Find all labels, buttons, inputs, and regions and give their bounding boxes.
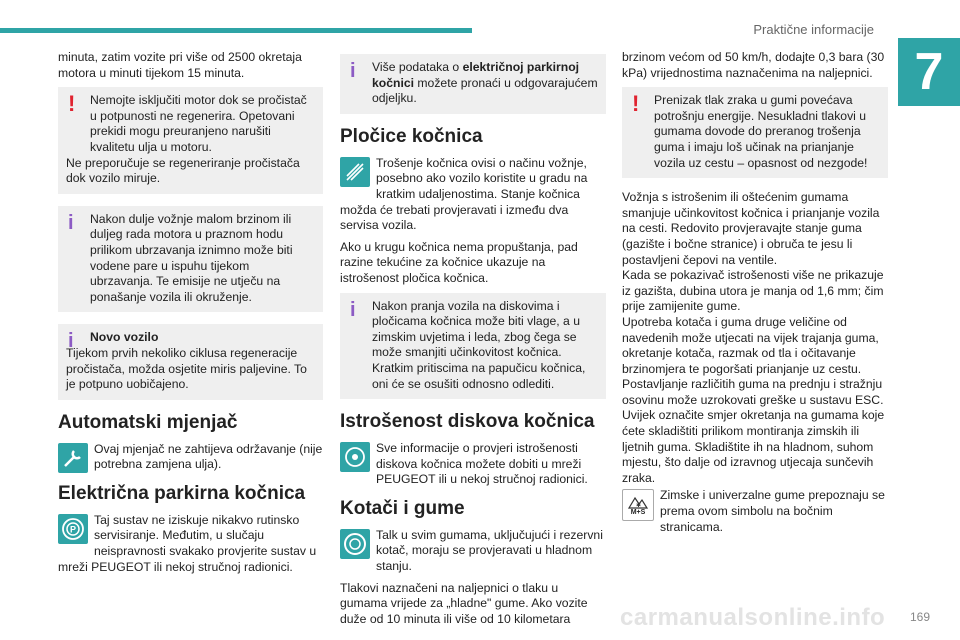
brake-pad-icon bbox=[340, 157, 370, 187]
warning-text: Prenizak tlak zraka u gumi povećava potrošnju energije. Nesukladni tlakovi u gumama dovode do preranog trošenja guma i imaju loš učinak na prianjanje vozila uz cestu – opasnost od nezgode! bbox=[654, 93, 868, 170]
heading-automatic-gearbox: Automatski mjenjač bbox=[58, 411, 238, 433]
paragraph: minuta, zatim vozite pri više od 2500 okretaja motora u minuti tijekom 15 minuta. bbox=[58, 50, 302, 80]
maintenance-note bbox=[58, 513, 323, 575]
info-icon: i bbox=[350, 298, 356, 321]
warning-text: Ne preporučuje se regeneriranje pročistača dok vozilo miruje. bbox=[66, 155, 300, 186]
paragraph: Trošenje kočnica ovisi o načinu vožnje, posebno ako vozilo koristite u gradu na kratkim udaljenostima. Stanje kočnica možda će trebati provjeravati i između dva servisa vozila. bbox=[340, 155, 588, 233]
paragraph: Uvijek označite smjer okretanja na gumama koje ćete skladištiti prilikom montiranja zimskih ili ljetnih guma. Skladištite ih na hladnom, suhom mjestu, što dalje od izravnog utjecaja sunčevih zraka. bbox=[622, 408, 885, 485]
page-number: 169 bbox=[909, 610, 930, 624]
warning-icon: ! bbox=[632, 91, 640, 117]
tyre-icon bbox=[340, 529, 370, 559]
paragraph: Postavljanje različitih guma na prednju i stražnju osovinu može uzrokovati greške u sustavu ESC. bbox=[622, 377, 884, 407]
info-box bbox=[58, 324, 323, 399]
parking-brake-icon bbox=[58, 514, 88, 544]
maintenance-note bbox=[340, 528, 606, 575]
brake-disc-icon bbox=[340, 442, 370, 472]
paragraph: Kada se pokazivač istrošenosti više ne prikazuje iz gazišta, dubina utora je manja od 1,6 mm; čim prije zamijenite gume. bbox=[622, 268, 884, 314]
column-2 bbox=[340, 50, 606, 633]
info-text: možete pronaći u odgovarajućem odjeljku. bbox=[372, 75, 598, 106]
info-text-bold: električnoj parkirnoj kočnici bbox=[372, 60, 580, 90]
paragraph: brzinom većom od 50 km/h, dodajte 0,3 bara (30 kPa) vrijednostima naznačenima na naljepnici. bbox=[622, 50, 885, 80]
svg-text:✱: ✱ bbox=[636, 501, 642, 509]
info-box bbox=[340, 293, 606, 400]
chapter-number: 7 bbox=[898, 38, 960, 106]
info-text: Tijekom prvih nekoliko ciklusa regeneracije pročistača, možda osjetite miris paljevine. To je potpuno uobičajeno. bbox=[66, 345, 307, 392]
info-text: Nakon pranja vozila na diskovima i pločicama kočnica može biti vlage, a u zimskim uvjetima i leda, zbog čega se može smanjiti učinkovitost kočnica. Kratkim pritiscima na papučicu kočnica, oni će se osušiti odnosno odlediti. bbox=[372, 298, 586, 391]
snowflake-mountain-icon bbox=[622, 489, 654, 521]
paragraph: Sve informacije o provjeri istrošenosti diskova kočnica možete dobiti u mreži PEUGEOT ili u nekoj stručnoj radionici. bbox=[376, 441, 588, 487]
column-1 bbox=[58, 50, 323, 581]
info-box bbox=[58, 206, 323, 313]
paragraph: Talk u svim gumama, uključujući i rezervni kotač, moraju se provjeravati u hladnom stanju. bbox=[376, 527, 603, 574]
paragraph: Tlakovi naznačeni na naljepnici o tlaku u gumama vrijede za „hladne" gume. Ako vozite duže od 10 minuta ili više od 10 kilometara bbox=[340, 580, 588, 626]
ms-label: M+S bbox=[630, 508, 646, 516]
winter-tyre-note bbox=[622, 488, 888, 535]
maintenance-note bbox=[340, 441, 606, 488]
info-box bbox=[340, 54, 606, 114]
watermark: carmanualsonline.info bbox=[620, 604, 886, 631]
section-header: Praktične informacije bbox=[753, 22, 874, 37]
info-text-container bbox=[348, 60, 598, 107]
heading-wheels-tyres: Kotači i gume bbox=[340, 497, 465, 519]
warning-box bbox=[58, 87, 323, 194]
warning-box bbox=[622, 87, 888, 178]
info-text: Više podataka o bbox=[372, 60, 463, 74]
maintenance-note bbox=[340, 156, 606, 234]
warning-icon: ! bbox=[68, 91, 76, 117]
paragraph: Upotreba kotača i guma druge veličine od navedenih može utjecati na vijek trajanja guma, okretanje kotača, razmak od tla i očitavanje brzinomjera te pogoršati prianjanje uz cestu. bbox=[622, 314, 879, 376]
header-accent-bar bbox=[0, 28, 472, 33]
paragraph: Zimske i univerzalne gume prepoznaju se prema ovom simbolu na bočnim stranicama. bbox=[660, 488, 885, 534]
column-3 bbox=[622, 50, 888, 541]
heading-brake-pads: Pločice kočnica bbox=[340, 125, 483, 147]
wrench-icon bbox=[58, 443, 88, 473]
svg-text:P: P bbox=[69, 524, 77, 535]
heading-electric-parking-brake: Električna parkirna kočnica bbox=[58, 482, 306, 504]
paragraph: Taj sustav ne iziskuje nikakvo rutinsko servisiranje. Međutim, u slučaju neispravnosti svakako provjerite sustav u mreži PEUGEOT ili nekoj stručnoj radionici. bbox=[58, 512, 317, 574]
maintenance-note bbox=[58, 442, 323, 473]
info-text: Nakon dulje vožnje malom brzinom ili duljeg rada motora u praznom hodu prilikom ubrzavanja iznimno može biti vodene pare u ispuhu tijekom ubrzavanja. Te emisije ne utječu na ponašanje vozila ili okruženje. bbox=[90, 211, 293, 304]
heading-brake-discs: Istrošenost diskova kočnica bbox=[340, 411, 595, 433]
paragraph: Ako u krugu kočnica nema propuštanja, pad razine tekućine za kočnice ukazuje na istrošenost pločica kočnica. bbox=[340, 239, 578, 285]
warning-text: Nemojte isključiti motor dok se pročistač u potpunosti ne regenerira. Opetovani prekidi mogu preuranjeno narušiti kvalitetu ulja u motoru. bbox=[90, 93, 307, 154]
info-icon: i bbox=[68, 330, 74, 353]
paragraph: Vožnja s istrošenim ili oštećenim gumama smanjuje učinkovitost kočnica i prianjanje vozila na cesti. Redovito provjeravajte stanje guma (gazište i bočne stranice) i obruča te jesu li postavljeni čepovi na ventile. bbox=[622, 190, 880, 267]
paragraph: Ovaj mjenjač ne zahtijeva održavanje (nije potrebna zamjena ulja). bbox=[94, 441, 323, 472]
info-title: Novo vozilo bbox=[90, 330, 159, 345]
info-icon: i bbox=[350, 60, 356, 82]
info-icon: i bbox=[68, 211, 74, 234]
